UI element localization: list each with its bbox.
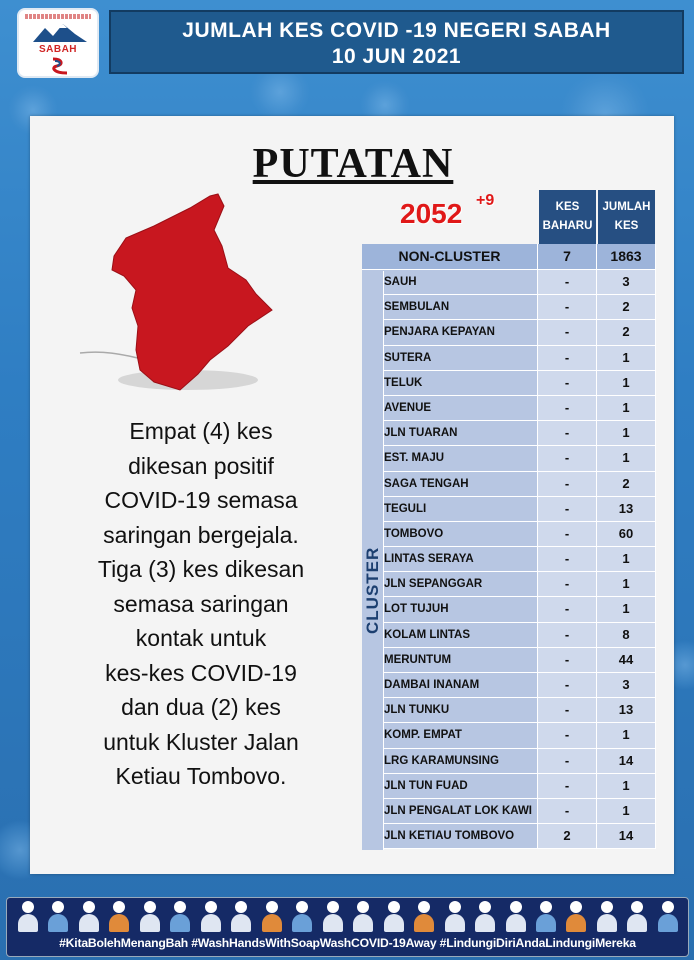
footer-banner [6,897,689,957]
row-name: SEMBULAN [362,295,538,319]
row-new: - [538,623,597,647]
row-new: - [538,446,597,470]
description-line: saringan bergejala. [103,521,299,548]
row-total: 1 [597,396,656,420]
putatan-map-icon [78,190,278,400]
row-new: - [538,346,597,370]
description-line: semasa saringan [113,590,289,617]
table-row [362,547,656,572]
table-row [362,673,656,698]
district-name: PUTATAN [252,141,454,187]
sabah-logo [17,8,99,78]
row-new: - [538,497,597,521]
row-total: 13 [597,698,656,722]
row-new: - [538,799,597,823]
mountain-logo-icon [33,22,87,42]
table-row [362,320,656,345]
column-header-new [539,190,596,244]
row-name: JLN SEPANGGAR [362,572,538,596]
table-row [362,698,656,723]
frontliner-figure-icon [230,900,252,932]
row-name: DAMBAI INANAM [362,673,538,697]
table-row [362,396,656,421]
frontliner-figure-icon [474,900,496,932]
row-name: LOT TUJUH [362,597,538,621]
row-name: TOMBOVO [362,522,538,546]
row-name: SAUH [362,270,538,294]
footer-hashtags: #KitaBolehMenangBah #WashHandsWithSoapWashCOVID-19Away #LindungiDiriAndaLindungiMereka [59,936,636,950]
description-line: dikesan positif [128,452,274,479]
row-new: 7 [538,244,597,269]
row-new: 2 [538,824,597,848]
cluster-rows [362,270,656,849]
row-total: 44 [597,648,656,672]
row-name: JLN TUARAN [362,421,538,445]
row-total: 1 [597,799,656,823]
frontliner-figure-icon [565,900,587,932]
row-total: 8 [597,623,656,647]
frontliner-figure-icon [108,900,130,932]
row-new: - [538,270,597,294]
table-row [362,648,656,673]
table-row [362,749,656,774]
row-new: - [538,421,597,445]
row-total: 1 [597,572,656,596]
frontliner-figure-icon [322,900,344,932]
row-total: 2 [597,320,656,344]
frontliner-figure-icon [352,900,374,932]
row-total: 1 [597,371,656,395]
row-total: 1 [597,774,656,798]
frontliner-figure-icon [505,900,527,932]
row-name: EST. MAJU [362,446,538,470]
row-new: - [538,673,597,697]
table-row [362,799,656,824]
frontliner-figure-icon [657,900,679,932]
table-row [362,472,656,497]
row-total: 1 [597,446,656,470]
row-total: 1 [597,597,656,621]
row-total: 2 [597,472,656,496]
row-name: TEGULI [362,497,538,521]
row-new: - [538,295,597,319]
row-total: 1 [597,346,656,370]
row-total: 13 [597,497,656,521]
table-row [362,597,656,622]
table-row [362,572,656,597]
logo-banner-icon [25,14,91,19]
row-new: - [538,547,597,571]
row-new: - [538,371,597,395]
table-row [362,446,656,471]
column-header-total [598,190,655,244]
row-name: JLN PENGALAT LOK KAWI [362,799,538,823]
cases-table [362,244,656,849]
frontliner-figures [17,900,679,934]
table-row [362,346,656,371]
row-total: 1 [597,547,656,571]
frontliner-figure-icon [78,900,100,932]
row-new: - [538,320,597,344]
table-row [362,497,656,522]
row-total: 3 [597,673,656,697]
description-line: Ketiau Tombovo. [115,763,287,789]
total-cases-value: 2052 [400,198,463,229]
row-name: KOMP. EMPAT [362,723,538,747]
row-name: NON-CLUSTER [362,244,538,269]
column-header-new-line1: KES [555,201,580,213]
row-total: 1 [597,421,656,445]
frontliner-figure-icon [444,900,466,932]
swoosh-logo-icon [49,57,71,75]
description-line: kes-kes COVID-19 [105,659,297,686]
description-line: dan dua (2) kes [121,694,281,720]
row-name: LINTAS SERAYA [362,547,538,571]
table-row [362,295,656,320]
row-new: - [538,472,597,496]
table-row [362,421,656,446]
logo-text: SABAH [38,44,78,55]
row-name: LRG KARAMUNSING [362,749,538,773]
new-cases-superscript: +9 [476,192,495,209]
total-cases [400,192,495,230]
row-name: TELUK [362,371,538,395]
row-new: - [538,396,597,420]
row-new: - [538,597,597,621]
table-row [362,522,656,547]
row-total: 3 [597,270,656,294]
column-header-total-line1: JUMLAH [602,201,651,213]
frontliner-figure-icon [413,900,435,932]
frontliner-figure-icon [169,900,191,932]
column-header-new-line2: BAHARU [542,220,593,232]
frontliner-figure-icon [535,900,557,932]
row-total: 1863 [597,244,656,269]
row-total: 60 [597,522,656,546]
row-name: JLN KETIAU TOMBOVO [362,824,538,848]
frontliner-figure-icon [626,900,648,932]
table-row-non-cluster [362,244,656,270]
table-row [362,723,656,748]
table-row [362,371,656,396]
row-total: 2 [597,295,656,319]
row-name: MERUNTUM [362,648,538,672]
row-new: - [538,774,597,798]
description-line: Empat (4) kes [129,418,273,444]
row-new: - [538,723,597,747]
row-new: - [538,648,597,672]
table-row [362,774,656,799]
column-header-total-line2: KES [614,220,639,232]
frontliner-figure-icon [261,900,283,932]
frontliner-figure-icon [47,900,69,932]
table-row [362,824,656,849]
row-new: - [538,749,597,773]
row-name: SUTERA [362,346,538,370]
row-name: PENJARA KEPAYAN [362,320,538,344]
row-name: AVENUE [362,396,538,420]
row-name: SAGA TENGAH [362,472,538,496]
cluster-label: CLUSTER [363,546,382,634]
row-total: 14 [597,824,656,848]
case-description [56,414,346,794]
frontliner-figure-icon [383,900,405,932]
frontliner-figure-icon [139,900,161,932]
header-date: 10 JUN 2021 [331,45,462,68]
description-line: Tiga (3) kes dikesan [97,556,305,582]
row-new: - [538,522,597,546]
frontliner-figure-icon [596,900,618,932]
frontliner-figure-icon [291,900,313,932]
table-row [362,270,656,295]
frontliner-figure-icon [17,900,39,932]
row-new: - [538,698,597,722]
row-new: - [538,572,597,596]
description-line: untuk Kluster Jalan [103,728,299,755]
frontliner-figure-icon [200,900,222,932]
header-title-line1: JUMLAH KES COVID -19 NEGERI SABAH [182,19,611,42]
row-total: 14 [597,749,656,773]
row-total: 1 [597,723,656,747]
description-line: COVID-19 semasa [104,487,298,513]
description-line: kontak untuk [135,625,267,651]
header-title [109,10,684,74]
row-name: JLN TUN FUAD [362,774,538,798]
row-name: KOLAM LINTAS [362,623,538,647]
table-row [362,623,656,648]
row-name: JLN TUNKU [362,698,538,722]
